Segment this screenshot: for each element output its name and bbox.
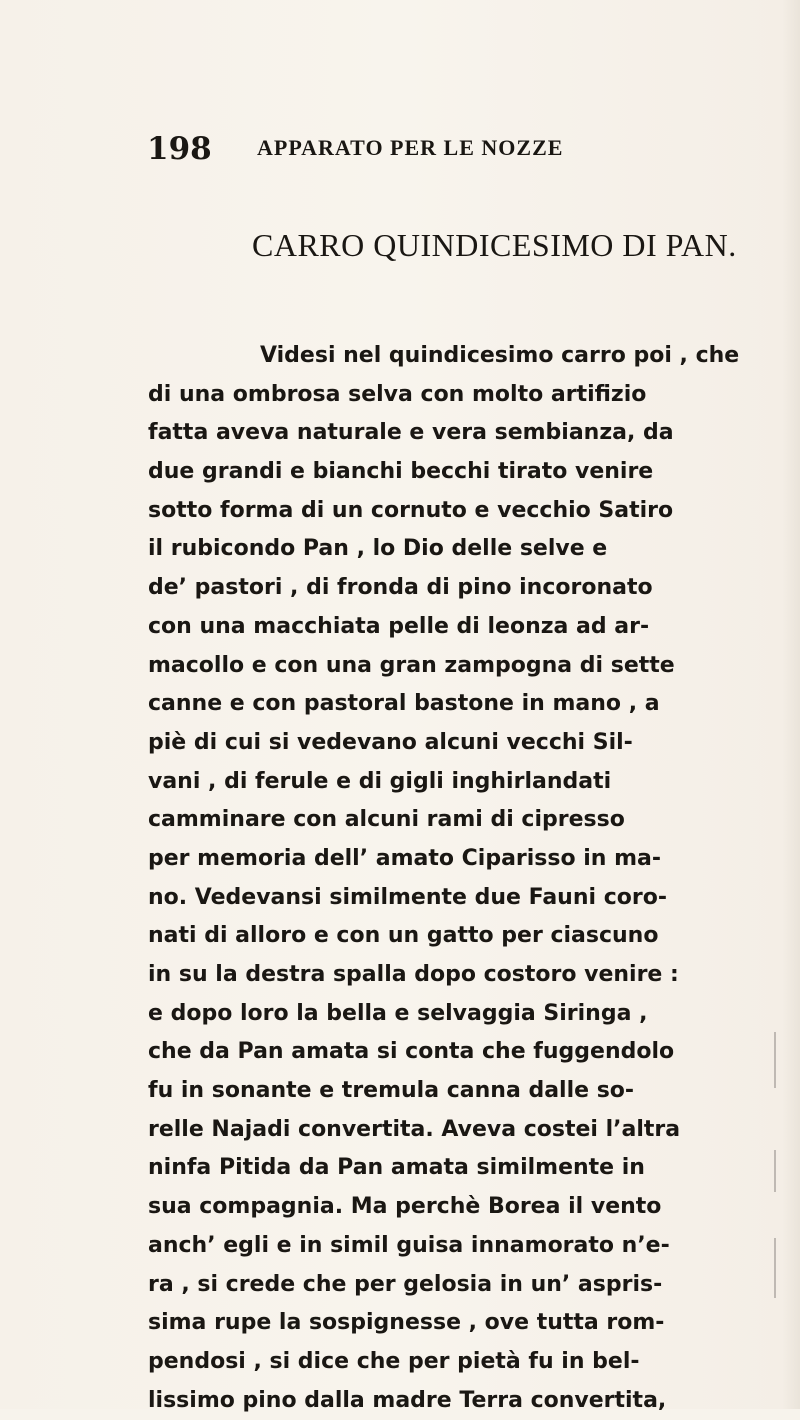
text-line: fu in sonante e tremula canna dalle so- bbox=[148, 1078, 635, 1104]
text-line: lissimo pino dalla madre Terra convertita, bbox=[148, 1387, 667, 1413]
text-line: pendosi , si dice che per pietà fu in bel- bbox=[148, 1348, 640, 1374]
text-line: ra , si crede che per gelosia in un’ aspris- bbox=[148, 1271, 663, 1297]
text-line: de’ pastori , di fronda di pino incoronato bbox=[148, 575, 653, 601]
text-line: nati di alloro e con un gatto per ciascuno bbox=[148, 923, 659, 949]
text-line: sima rupe la sospignesse , ove tutta rom- bbox=[148, 1310, 665, 1336]
text-line: ninfa Pitida da Pan amata similmente in bbox=[148, 1155, 645, 1181]
text-line: vani , di ferule e di gigli inghirlandati bbox=[148, 768, 612, 794]
text-line: piè di cui si vedevano alcuni vecchi Sil- bbox=[148, 729, 633, 755]
text-line: il rubicondo Pan , lo Dio delle selve e bbox=[148, 536, 608, 562]
chapter-title: CARRO QUINDICESIMO DI PAN. bbox=[252, 227, 737, 263]
text-line: relle Najadi convertita. Aveva costei l’altra bbox=[148, 1116, 681, 1142]
text-line: fatta aveva naturale e vera sembianza, da bbox=[148, 420, 674, 446]
page-number: 198 bbox=[147, 131, 212, 167]
text-line: canne e con pastoral bastone in mano , a bbox=[148, 691, 660, 717]
running-head: APPARATO PER LE NOZZE bbox=[257, 135, 564, 160]
text-line: due grandi e bianchi becchi tirato venire bbox=[148, 459, 654, 485]
margin-mark bbox=[774, 1238, 776, 1298]
text-line: sua compagnia. Ma perchè Borea il vento bbox=[148, 1194, 662, 1220]
text-line: anch’ egli e in simil guisa innamorato n’e- bbox=[148, 1232, 670, 1258]
text-line: in su la destra spalla dopo costoro venire : bbox=[148, 962, 679, 987]
body-text bbox=[148, 337, 788, 1420]
text-line: e dopo loro la bella e selvaggia Siringa , bbox=[148, 1000, 648, 1026]
text-line: per memoria dell’ amato Ciparisso in ma- bbox=[148, 845, 662, 871]
text-line: Videsi nel quindicesimo carro poi , che bbox=[260, 343, 740, 368]
margin-mark bbox=[774, 1150, 776, 1192]
text-line: sotto forma di un cornuto e vecchio Satiro bbox=[148, 497, 674, 523]
margin-mark bbox=[774, 1032, 776, 1088]
page-header bbox=[0, 132, 800, 172]
text-line: macollo e con una gran zampogna di sette bbox=[148, 652, 675, 678]
text-line: di una ombrosa selva con molto artifizio bbox=[148, 381, 647, 407]
text-line: che da Pan amata si conta che fuggendolo bbox=[148, 1039, 675, 1065]
text-line: no. Vedevansi similmente due Fauni coro- bbox=[148, 884, 667, 910]
text-line: camminare con alcuni rami di cipresso bbox=[148, 807, 625, 833]
text-line: con una macchiata pelle di leonza ad ar- bbox=[148, 613, 650, 639]
